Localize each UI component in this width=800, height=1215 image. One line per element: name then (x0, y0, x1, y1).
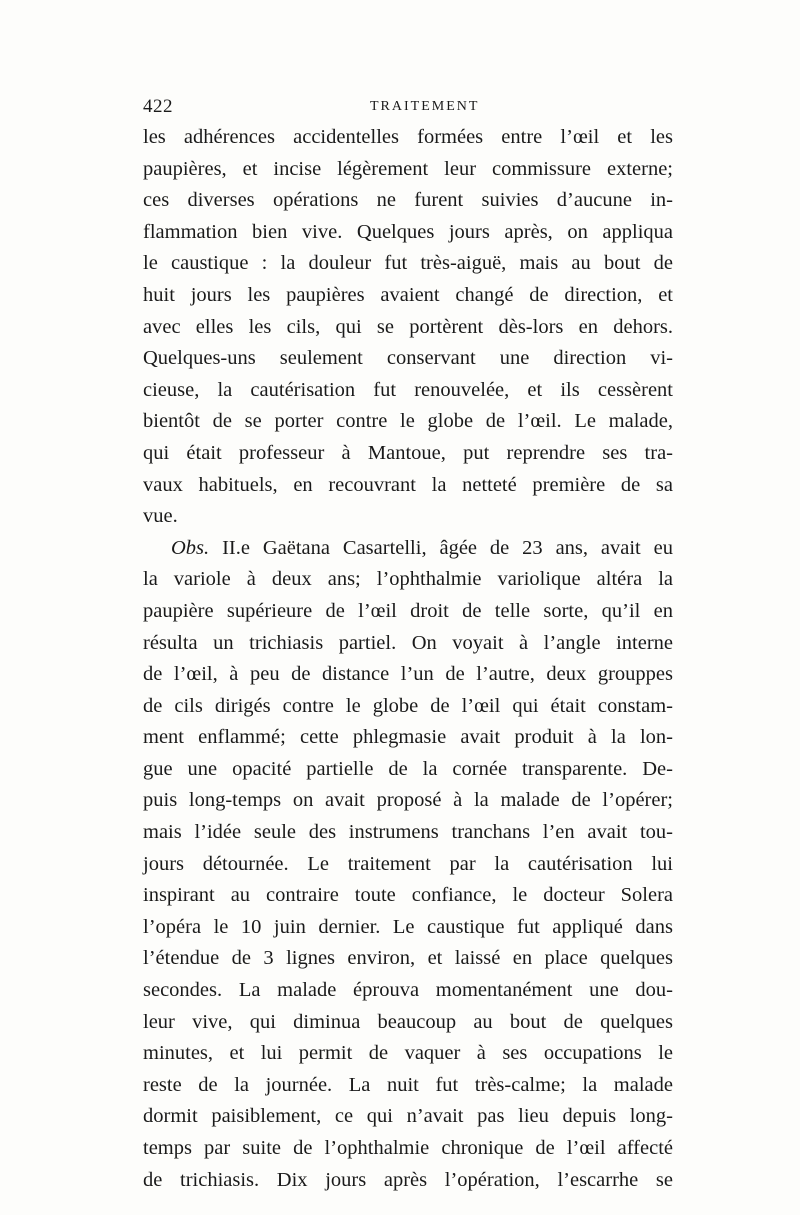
text-line: huit jours les paupières avaient changé de direction, et (143, 283, 673, 306)
text-line: la variole à deux ans; l’ophthalmie variolique altéra la (143, 568, 673, 591)
text-line: les adhérences accidentelles formées entre l’œil et les (143, 126, 673, 148)
text-line: jours détournée. Le traitement par la cautérisation lui (143, 852, 673, 875)
text-line: bientôt de se porter contre le globe de l’œil. Le malade, (143, 410, 673, 433)
text-line: de trichiasis. Dix jours après l’opération, l’escarrhe se (143, 1168, 673, 1191)
text-line: flammation bien vive. Quelques jours après, on appliqua (143, 220, 673, 243)
text-line: secondes. La malade éprouva momentanément une dou- (143, 979, 673, 1002)
text-line: inspirant au contraire toute confiance, le docteur Solera (143, 884, 673, 907)
text-line: de l’œil, à peu de distance l’un de l’autre, deux grouppes (143, 663, 673, 686)
text-line: l’étendue de 3 lignes environ, et laissé en place quelques (143, 947, 673, 970)
text-line: vue. (143, 505, 178, 528)
observation-first-line-text: II.e Gaëtana Casartelli, âgée de 23 ans, avait eu (222, 536, 673, 559)
text-line: mais l’idée seule des instrumens tranchans l’en avait tou- (143, 821, 673, 844)
text-line: avec elles les cils, qui se portèrent dès-lors en dehors. (143, 315, 673, 338)
text-line: gue une opacité partielle de la cornée transparente. De- (143, 757, 673, 780)
text-line: dormit paisiblement, ce qui n’avait pas lieu depuis long- (143, 1105, 673, 1128)
text-line: qui était professeur à Mantoue, put reprendre ses tra- (143, 441, 673, 464)
text-line: de cils dirigés contre le globe de l’œil qui était constam- (143, 694, 673, 717)
text-line: paupière supérieure de l’œil droit de telle sorte, qu’il en (143, 599, 673, 622)
observation-first-line (143, 533, 673, 565)
text-line: ment enflammé; cette phlegmasie avait produit à la lon- (143, 726, 673, 749)
text-line: Quelques-uns seulement conservant une direction vi- (143, 347, 673, 370)
text-line: ces diverses opérations ne furent suivies d’aucune in- (143, 189, 673, 212)
text-line: vaux habituels, en recouvrant la netteté première de sa (143, 473, 673, 496)
body-text (143, 122, 673, 1196)
text-line: minutes, et lui permit de vaquer à ses occupations le (143, 1042, 673, 1065)
text-line: temps par suite de l’ophthalmie chronique de l’œil affecté (143, 1137, 673, 1159)
text-line: le caustique : la douleur fut très-aiguë, mais au bout de (143, 252, 673, 275)
page-number: 422 (143, 96, 173, 117)
text-line: cieuse, la cautérisation fut renouvelée, et ils cessèrent (143, 378, 673, 401)
text-line: l’opéra le 10 juin dernier. Le caustique fut appliqué dans (143, 915, 673, 938)
text-line: résulta un trichiasis partiel. On voyait à l’angle interne (143, 631, 673, 654)
running-head (143, 96, 663, 120)
text-line: reste de la journée. La nuit fut très-calme; la malade (143, 1073, 673, 1096)
text-line: leur vive, qui diminua beaucoup au bout de quelques (143, 1010, 673, 1033)
running-title: TRAITEMENT (370, 99, 480, 114)
text-line: puis long-temps on avait proposé à la malade de l’opérer; (143, 789, 673, 812)
observation-label: Obs. (171, 536, 210, 559)
text-line: paupières, et incise légèrement leur commissure externe; (143, 157, 673, 180)
